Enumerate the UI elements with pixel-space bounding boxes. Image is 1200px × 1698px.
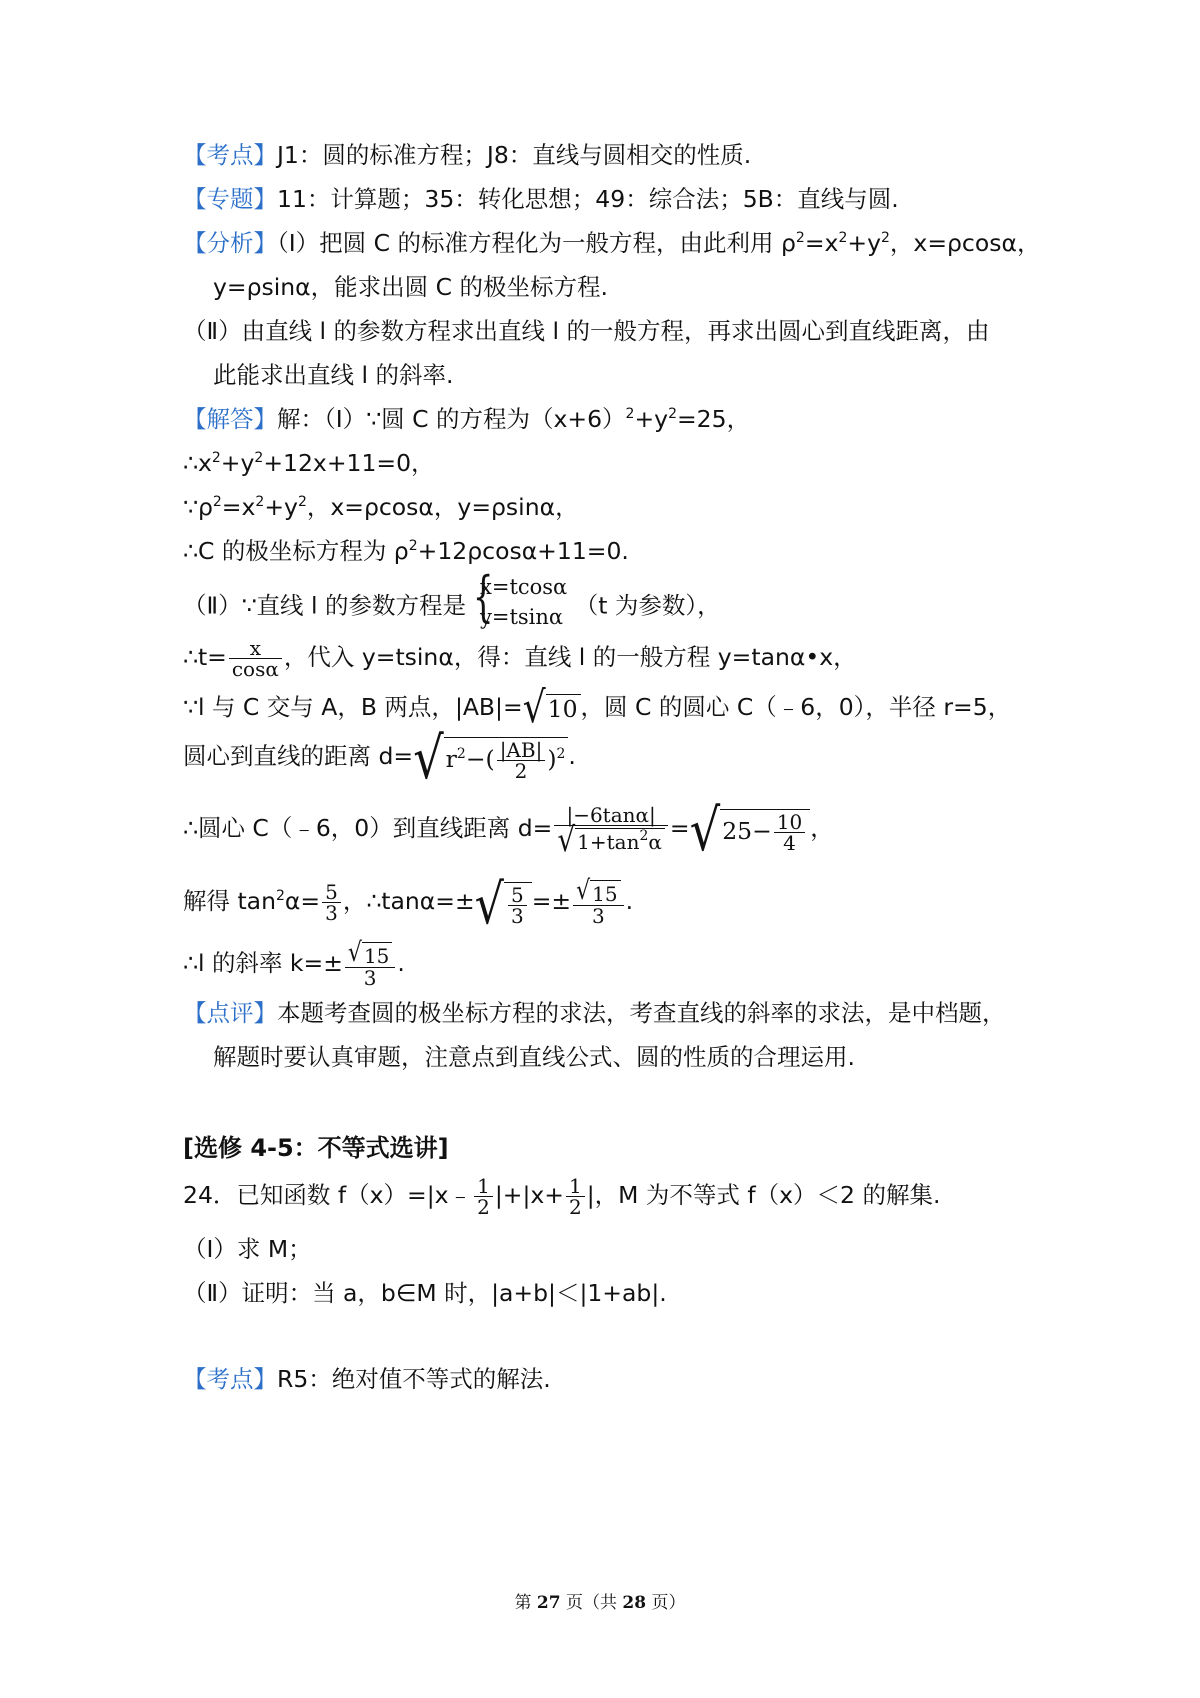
minus-paren: −(	[465, 745, 495, 773]
fraction-denominator: 3	[325, 901, 338, 925]
fenxi-tag: 【分析】	[183, 229, 277, 257]
fraction-denominator: cosα	[231, 657, 279, 681]
solution-text: +y	[220, 449, 255, 477]
radical-icon: √	[347, 938, 362, 969]
close-paren: )	[547, 745, 557, 773]
question-text: 24．已知函数 f（x）=	[183, 1181, 427, 1209]
fenxi-text: ，x=ρcosα，	[889, 229, 1041, 257]
solution-text: 解：（Ⅰ）∵圆 C 的方程为（x+6）	[277, 405, 626, 433]
radicand-text: 25−	[722, 817, 772, 845]
fraction-denominator: 2	[477, 1195, 490, 1219]
solution-text: （t 为参数），	[574, 591, 721, 620]
zhuanti-text: 11：计算题；35：转化思想；49：综合法；5B：直线与圆.	[277, 185, 899, 213]
superscript: 2	[275, 888, 285, 904]
kaodian-line-2	[183, 1362, 551, 1396]
question-text: ＜	[555, 1279, 580, 1307]
solution-text: =25，	[676, 405, 751, 433]
zhuanti-tag: 【专题】	[183, 185, 277, 213]
superscript: 2	[254, 450, 264, 466]
fraction-denominator: 3	[363, 965, 377, 990]
fraction-denominator: 4	[783, 831, 796, 855]
superscript: 2	[255, 494, 265, 510]
superscript: 2	[668, 406, 677, 422]
fraction-denominator: 2	[568, 1195, 582, 1219]
fraction	[508, 885, 527, 926]
radicand: 10	[546, 694, 581, 723]
square-root	[347, 938, 392, 969]
fraction	[322, 882, 341, 923]
solution-text: （Ⅱ）∵直线 l 的参数方程是	[183, 591, 466, 620]
dianping-text: 本题考查圆的极坐标方程的求法，考查直线的斜率的求法，是中档题，	[277, 999, 1006, 1027]
abs-bar: |	[586, 1181, 595, 1209]
solution-text: ∴l 的斜率 k=±	[183, 949, 343, 977]
jieda-line-9	[183, 796, 834, 865]
page-number: 27	[536, 1593, 561, 1613]
jieda-line-3	[183, 490, 579, 524]
dianping-tag: 【点评】	[183, 999, 277, 1027]
kaodian-tag: 【考点】	[183, 141, 277, 169]
solution-text: .	[397, 949, 405, 977]
fraction-numerator: |AB|	[497, 740, 546, 761]
fraction-numerator: 5	[508, 885, 527, 906]
superscript: 2	[297, 494, 307, 510]
square-root	[474, 871, 532, 937]
solution-text: ∴x	[183, 449, 212, 477]
question-text: a+b	[499, 1279, 549, 1307]
radicand	[444, 737, 569, 781]
fraction-denominator: 3	[591, 903, 605, 928]
radical-icon: √	[474, 871, 504, 937]
jieda-line-11	[183, 934, 405, 992]
fraction	[474, 1176, 493, 1217]
solution-text: ∵ρ	[183, 493, 213, 521]
jieda-tag: 【解答】	[183, 405, 277, 433]
solution-text: ∴t=	[183, 643, 227, 671]
abs-bar: |	[491, 1279, 499, 1307]
fenxi-text: =x	[804, 229, 839, 257]
question-24	[183, 1166, 940, 1224]
solution-text: ∴C 的极坐标方程为 ρ	[183, 537, 409, 565]
fraction-numerator: 5	[322, 882, 341, 903]
system-row-2: y=tsinα	[480, 605, 564, 629]
fenxi-text: （Ⅰ）把圆 C 的标准方程化为一般方程，由此利用 ρ	[277, 229, 796, 257]
system-row-1: x=tcosα	[480, 575, 568, 599]
solution-text: ，	[810, 814, 834, 842]
abs-bar: |	[651, 1279, 660, 1307]
fraction-numerator: x	[229, 638, 282, 659]
jieda-line-10	[183, 871, 634, 937]
jieda-line-1	[183, 402, 750, 436]
fenxi-line-1	[183, 226, 1040, 260]
footer-text: 第	[514, 1593, 537, 1613]
jieda-line-6	[183, 632, 857, 682]
fraction-denominator: 2	[514, 759, 528, 783]
superscript: 2	[838, 230, 848, 246]
radical-icon: √	[576, 876, 591, 907]
dianping-line-1	[183, 996, 1006, 1030]
fraction-numerator: 10	[774, 812, 805, 833]
page-footer	[0, 1588, 1200, 1613]
radical-icon: √	[689, 797, 721, 865]
superscript: 2	[212, 494, 222, 510]
fraction-denominator	[554, 819, 668, 860]
superscript: 2	[880, 230, 890, 246]
abs-bar: |	[494, 1181, 503, 1209]
fraction-numerator	[345, 938, 395, 969]
solution-text: α=	[284, 887, 321, 915]
left-brace-icon: {	[472, 565, 494, 628]
question-24-part-1: （Ⅰ）求 M；	[183, 1235, 312, 1263]
radicand-text: 1+tan	[577, 829, 640, 854]
fraction	[566, 1176, 585, 1217]
radicand	[720, 809, 810, 853]
square-root	[689, 797, 811, 865]
question-text: .	[659, 1279, 667, 1307]
kaodian-line	[183, 138, 751, 172]
radical-icon: √	[413, 725, 444, 793]
abs-bar: |	[548, 1279, 556, 1307]
radicand: 15	[590, 880, 620, 905]
superscript: 2	[211, 450, 221, 466]
fraction	[774, 812, 805, 853]
fenxi-line-3: （Ⅱ）由直线 l 的参数方程求出直线 l 的一般方程，再求出圆心到直线距离，由	[183, 317, 990, 345]
solution-text: =x	[221, 493, 256, 521]
kaodian-tag: 【考点】	[183, 1365, 277, 1393]
square-root	[413, 725, 568, 793]
square-root	[557, 819, 665, 860]
solution-text: ∴圆心 C（﹣6，0）到直线距离 d=	[183, 814, 553, 842]
fenxi-line-4: 此能求出直线 l 的斜率.	[213, 361, 454, 389]
section-heading: [选修 4-5：不等式选讲]	[183, 1134, 449, 1162]
r-symbol: r	[445, 745, 457, 773]
solution-text: 解得 tan	[183, 887, 276, 915]
jieda-line-2	[183, 446, 435, 480]
radicand: 15	[362, 942, 392, 967]
jieda-line-4	[183, 534, 629, 568]
radical-icon: √	[522, 683, 546, 733]
fraction	[229, 638, 282, 679]
fraction	[554, 803, 668, 860]
jieda-line-7	[183, 683, 1012, 733]
solution-text: ∵l 与 C 交与 A，B 两点，	[183, 693, 455, 721]
radicand	[504, 882, 532, 926]
fraction-numerator: 1	[566, 1176, 585, 1197]
kaodian-text: J1：圆的标准方程；J8：直线与圆相交的性质.	[277, 141, 752, 169]
solution-text: +12ρcosα+11=0.	[417, 537, 629, 565]
solution-text: =±	[531, 887, 572, 915]
question-text: 1+ab	[587, 1279, 652, 1307]
solution-text: .	[625, 887, 634, 915]
solution-text: 圆心到直线的距离 d=	[183, 742, 414, 770]
abs-ab: |AB|	[454, 693, 503, 721]
solution-text: +y	[634, 405, 669, 433]
solution-text: ，x=ρcosα，y=ρsinα，	[306, 493, 579, 521]
question-text: x+	[530, 1181, 564, 1209]
fraction	[497, 740, 546, 781]
abs-bar: |	[579, 1279, 588, 1307]
radicand	[575, 828, 665, 853]
solution-text: +y	[264, 493, 298, 521]
question-text: （Ⅱ）证明：当 a，b∈M 时，	[183, 1279, 492, 1307]
question-24-part-2	[183, 1276, 667, 1310]
kaodian-text: R5：绝对值不等式的解法.	[277, 1365, 551, 1393]
question-text: ，M 为不等式 f（x）＜2 的解集.	[594, 1181, 941, 1209]
footer-text: 页）	[646, 1593, 686, 1613]
square-root	[522, 683, 581, 733]
radical-icon: √	[557, 819, 576, 860]
solution-text: ，代入 y=tsinα，得：直线 l 的一般方程 y=tanα•x，	[283, 643, 857, 671]
square-root	[576, 876, 620, 907]
superscript: 2	[556, 746, 566, 762]
fraction-numerator: |−6tanα|	[554, 805, 668, 826]
superscript: 2	[639, 827, 649, 844]
dianping-line-2: 解题时要认真审题，注意点到直线公式、圆的性质的合理运用.	[213, 1043, 855, 1071]
jieda-line-8	[183, 725, 576, 793]
fraction	[573, 876, 623, 928]
solution-text: ，圆 C 的圆心 C（﹣6，0），半径 r=5，	[580, 693, 1012, 721]
superscript: 2	[456, 746, 466, 762]
solution-text: +12x+11=0，	[263, 449, 435, 477]
alpha-symbol: α	[648, 829, 662, 854]
fraction	[345, 938, 395, 990]
fraction-numerator: 1	[474, 1176, 493, 1197]
abs-bar: |	[426, 1181, 435, 1209]
fenxi-text: +y	[847, 229, 881, 257]
superscript: 2	[408, 538, 418, 554]
solution-text: =	[502, 693, 523, 721]
fraction-numerator	[573, 876, 623, 907]
solution-text: =	[669, 814, 690, 842]
solution-text: ，∴tanα=±	[342, 887, 475, 915]
question-text: x﹣	[434, 1181, 473, 1209]
fraction-denominator: 3	[510, 904, 524, 928]
superscript: 2	[795, 230, 805, 246]
superscript: 2	[625, 406, 635, 422]
fenxi-line-2: y=ρsinα，能求出圆 C 的极坐标方程.	[213, 273, 608, 301]
question-text: +	[502, 1181, 523, 1209]
zhuanti-line	[183, 182, 899, 216]
total-pages: 28	[622, 1593, 647, 1613]
abs-bar: |	[522, 1181, 531, 1209]
footer-text: 页（共	[560, 1593, 623, 1613]
solution-text: .	[568, 742, 576, 770]
